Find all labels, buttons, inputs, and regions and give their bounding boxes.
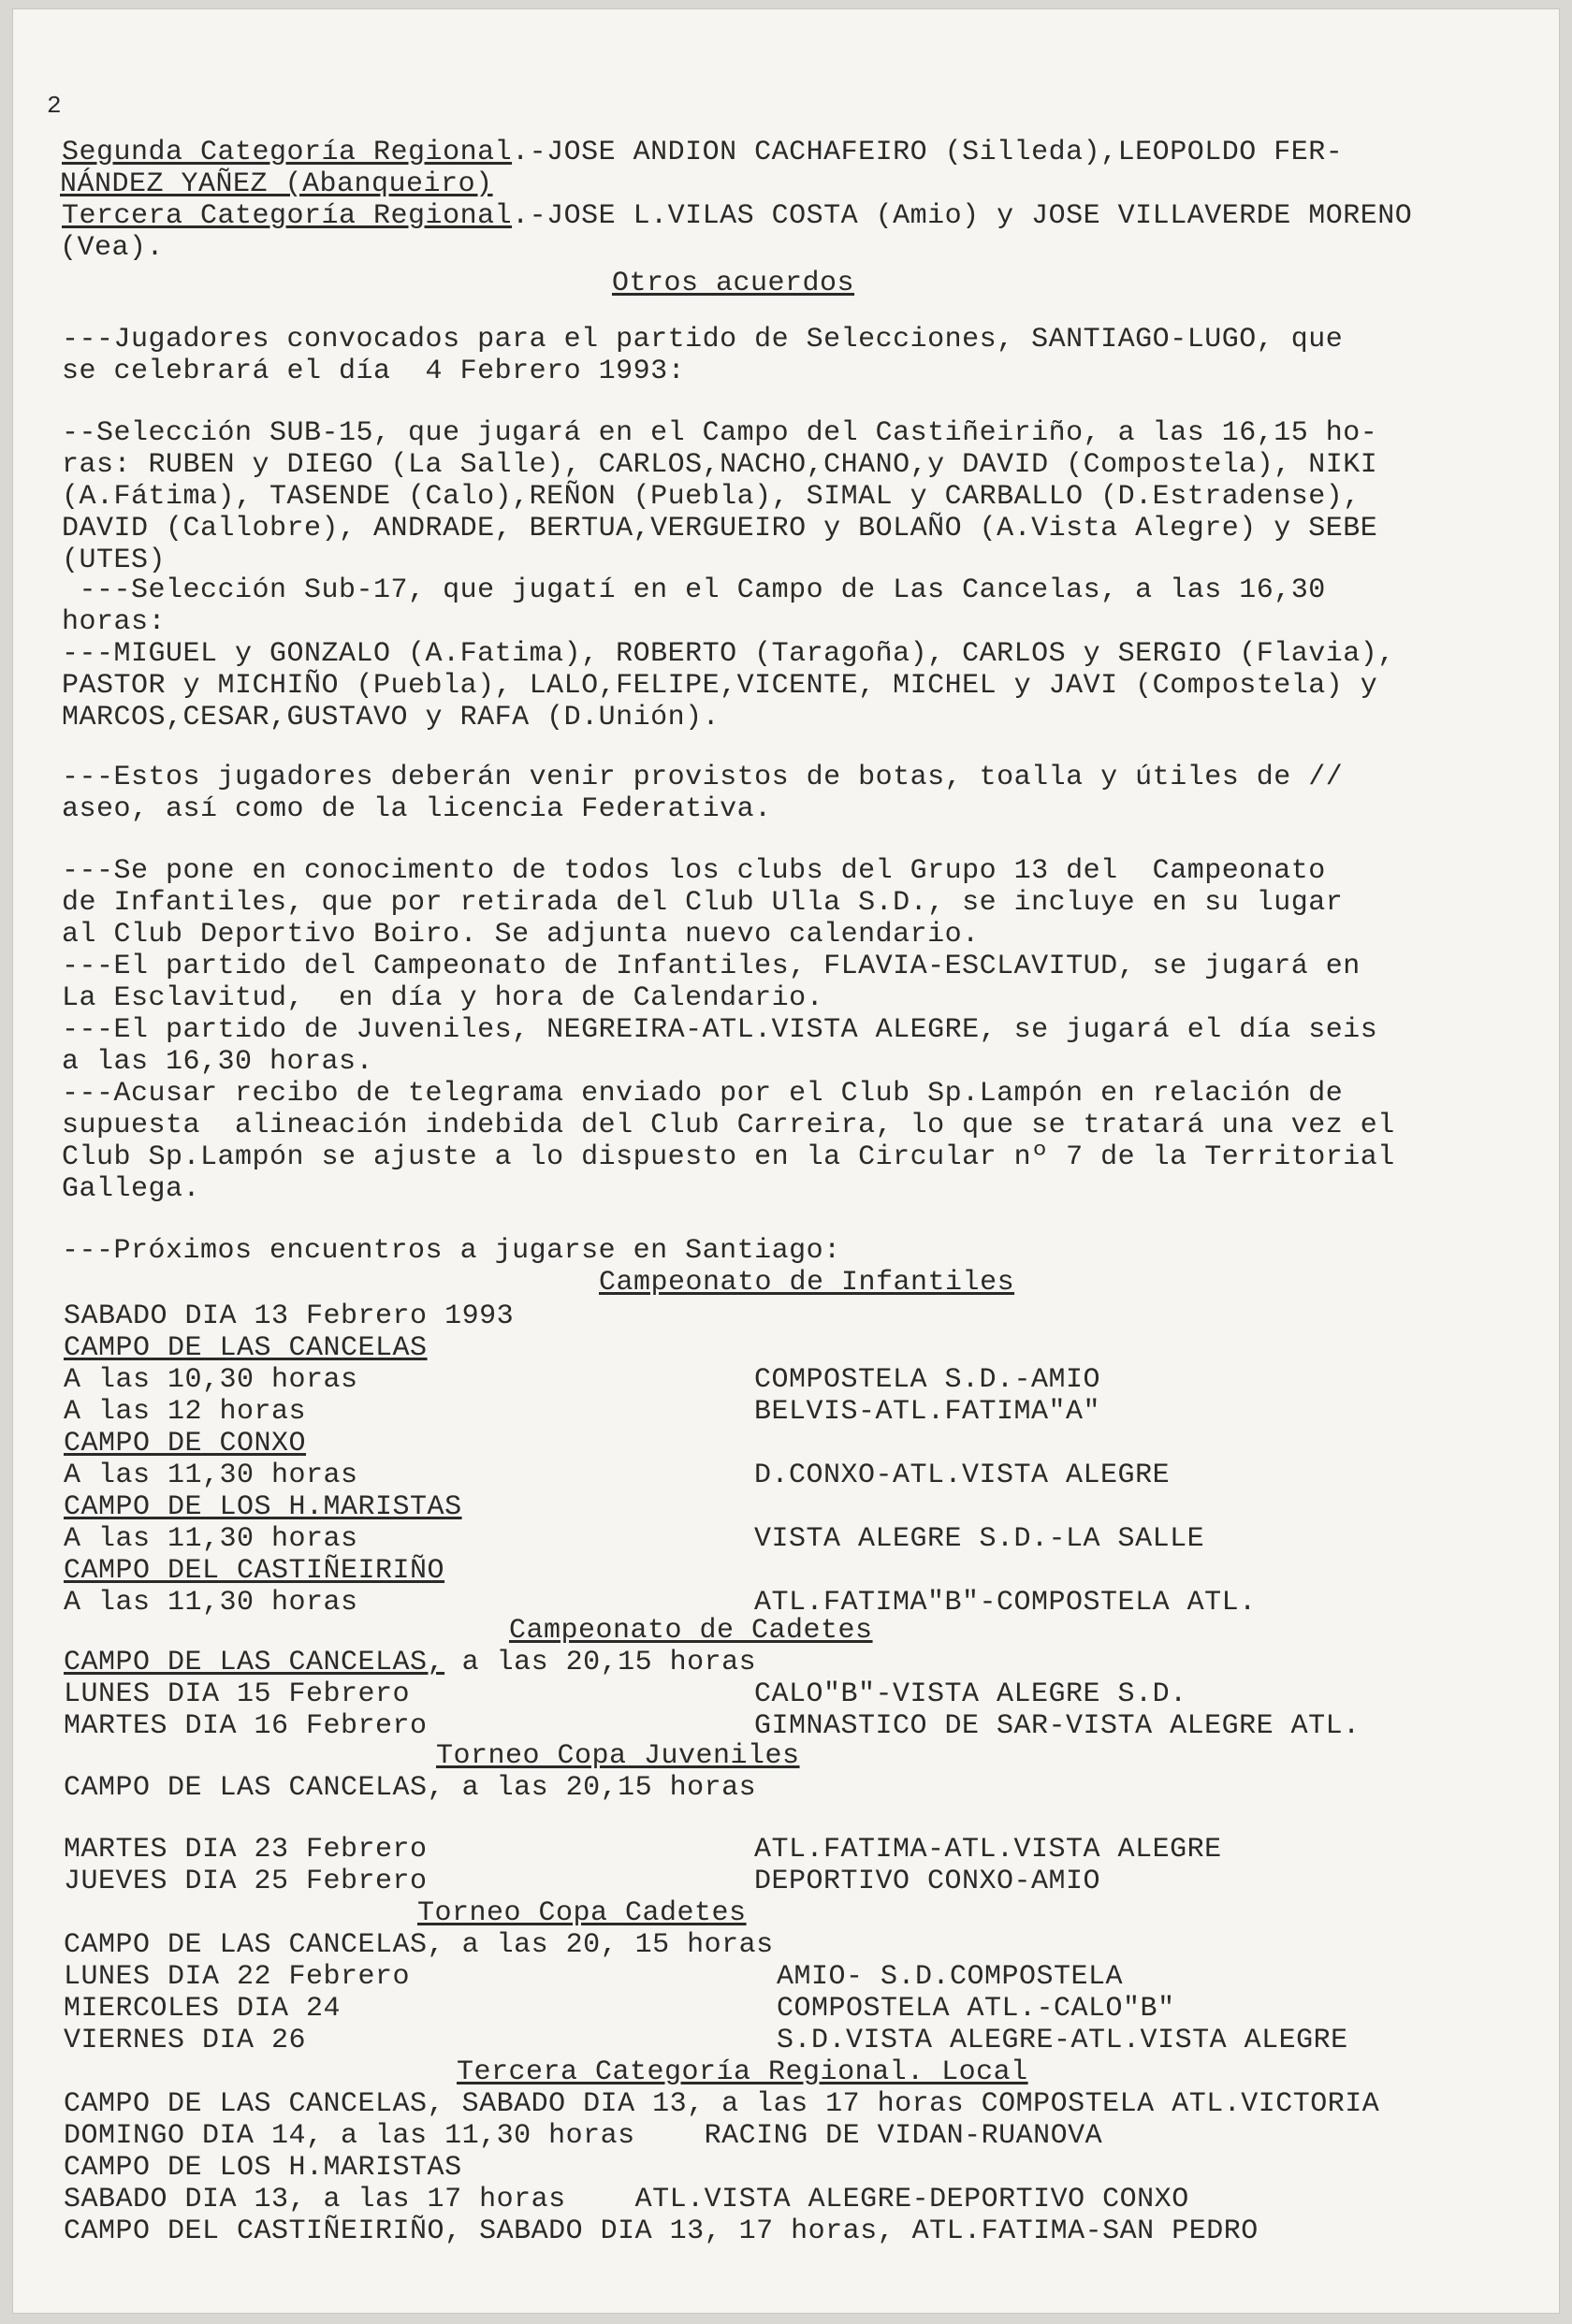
infantiles-time-5: A las 11,30 horas <box>64 1587 358 1619</box>
tercera-cont: (Vea). <box>60 232 165 264</box>
sub17-line-5: MARCOS,CESAR,GUSTAVO y RAFA (D.Unión). <box>62 702 720 734</box>
infantiles-match-3: D.CONXO-ATL.VISTA ALEGRE <box>754 1460 1171 1491</box>
proximos-line: ---Próximos encuentros a jugarse en Santiago: <box>62 1235 841 1267</box>
copa-cadetes-day-3: VIERNES DIA 26 <box>64 2025 307 2056</box>
sub17-line-3: ---MIGUEL y GONZALO (A.Fatima), ROBERTO (Taragoña), CARLOS y SERGIO (Flavia), <box>62 638 1395 670</box>
tercera-local-title: Tercera Categoría Regional. Local <box>457 2056 1028 2088</box>
juveniles-day-1: MARTES DIA 23 Febrero <box>64 1834 428 1866</box>
copa-cadetes-match-2: COMPOSTELA ATL.-CALO"B" <box>777 1993 1175 2025</box>
tercera-local-line-2: DOMINGO DIA 14, a las 11,30 horas RACING DE VIDAN-RUANOVA <box>64 2120 1103 2152</box>
juveniles-title: Torneo Copa Juveniles <box>436 1740 800 1772</box>
infantiles-time-4: A las 11,30 horas <box>64 1523 358 1555</box>
p3-line-2: a las 16,30 horas. <box>62 1046 374 1078</box>
infantiles-time-1: A las 10,30 horas <box>64 1364 358 1396</box>
p2-line-2: La Esclavitud, en día y hora de Calendario. <box>62 982 824 1014</box>
p1-line-2: de Infantiles, que por retirada del Club Ulla S.D., se incluye en su lugar <box>62 887 1344 919</box>
sub17-line-2: horas: <box>62 606 167 638</box>
botas-line-2: aseo, así como de la licencia Federativa. <box>62 793 772 825</box>
sub17-line-4: PASTOR y MICHIÑO (Puebla), LALO,FELIPE,VICENTE, MICHEL y JAVI (Compostela) y <box>62 670 1378 702</box>
cadetes-match-2: GIMNASTICO DE SAR-VISTA ALEGRE ATL. <box>754 1710 1361 1742</box>
tercera-local-line-5: CAMPO DEL CASTIÑEIRIÑO, SABADO DIA 13, 17 horas, ATL.FATIMA-SAN PEDRO <box>64 2215 1259 2247</box>
sub15-line-3: (A.Fátima), TASENDE (Calo),REÑON (Puebla), SIMAL y CARBALLO (D.Estradense), <box>62 481 1361 513</box>
document-page <box>13 9 1559 2313</box>
cadetes-hora: a las 20,15 horas <box>444 1647 757 1678</box>
sub17-line-1: ---Selección Sub-17, que jugatí en el Campo de Las Cancelas, a las 16,30 <box>62 574 1326 606</box>
segunda-cont: NÁNDEZ YAÑEZ (Abanqueiro) <box>60 168 493 200</box>
p2-line-1: ---El partido del Campeonato de Infantiles, FLAVIA-ESCLAVITUD, se jugará en <box>62 951 1361 982</box>
p4-line-4: Gallega. <box>62 1173 201 1205</box>
segunda-text: .-JOSE ANDION CACHAFEIRO (Silleda),LEOPOLDO FER- <box>512 137 1344 168</box>
infantiles-match-4: VISTA ALEGRE S.D.-LA SALLE <box>754 1523 1205 1555</box>
infantiles-date: SABADO DIA 13 Febrero 1993 <box>64 1300 515 1332</box>
sub15-line-4: DAVID (Callobre), ANDRADE, BERTUA,VERGUEIRO y BOLAÑO (A.Vista Alegre) y SEBE <box>62 513 1378 545</box>
tercera-text: .-JOSE L.VILAS COSTA (Amio) y JOSE VILLAVERDE MORENO <box>512 200 1413 232</box>
infantiles-match-2: BELVIS-ATL.FATIMA"A" <box>754 1396 1101 1428</box>
copa-cadetes-day-1: LUNES DIA 22 Febrero <box>64 1961 411 1993</box>
tercera-local-line-3: CAMPO DE LOS H.MARISTAS <box>64 2152 462 2184</box>
infantiles-time-2: A las 12 horas <box>64 1396 307 1428</box>
intro-line-1: ---Jugadores convocados para el partido de Selecciones, SANTIAGO-LUGO, que <box>62 324 1344 356</box>
cadetes-title: Campeonato de Cadetes <box>509 1615 873 1647</box>
p4-line-1: ---Acusar recibo de telegrama enviado por el Club Sp.Lampón en relación de <box>62 1078 1344 1110</box>
botas-line-1: ---Estos jugadores deberán venir provistos de botas, toalla y útiles de // <box>62 762 1344 793</box>
p4-line-2: supuesta alineación indebida del Club Carreira, lo que se tratará una vez el <box>62 1110 1395 1141</box>
sub15-line-1: --Selección SUB-15, que jugará en el Campo del Castiñeiriño, a las 16,15 ho- <box>62 417 1378 449</box>
infantiles-match-5: ATL.FATIMA"B"-COMPOSTELA ATL. <box>754 1587 1257 1619</box>
tercera-local-line-1: CAMPO DE LAS CANCELAS, SABADO DIA 13, a las 17 horas COMPOSTELA ATL.VICTORIA <box>64 2088 1380 2120</box>
infantiles-time-3: A las 11,30 horas <box>64 1460 358 1491</box>
tercera-line <box>62 200 1412 232</box>
copa-cadetes-match-3: S.D.VISTA ALEGRE-ATL.VISTA ALEGRE <box>777 2025 1348 2056</box>
segunda-line <box>62 137 1343 168</box>
infantiles-campo-4: CAMPO DEL CASTIÑEIRIÑO <box>64 1555 445 1587</box>
copa-cadetes-day-2: MIERCOLES DIA 24 <box>64 1993 342 2025</box>
infantiles-campo-2: CAMPO DE CONXO <box>64 1428 307 1460</box>
copa-cadetes-campo: CAMPO DE LAS CANCELAS, a las 20, 15 horas <box>64 1929 774 1961</box>
cadetes-campo: CAMPO DE LAS CANCELAS, <box>64 1647 445 1678</box>
cadetes-day-1: LUNES DIA 15 Febrero <box>64 1678 411 1710</box>
p1-line-1: ---Se pone en conocimento de todos los clubs del Grupo 13 del Campeonato <box>62 855 1326 887</box>
cadetes-day-2: MARTES DIA 16 Febrero <box>64 1710 428 1742</box>
p3-line-1: ---El partido de Juveniles, NEGREIRA-ATL.VISTA ALEGRE, se jugará el día seis <box>62 1014 1378 1046</box>
juveniles-match-1: ATL.FATIMA-ATL.VISTA ALEGRE <box>754 1834 1222 1866</box>
copa-cadetes-title: Torneo Copa Cadetes <box>417 1897 747 1929</box>
p1-line-3: al Club Deportivo Boiro. Se adjunta nuevo calendario. <box>62 919 980 951</box>
tercera-label: Tercera Categoría Regional <box>62 200 513 232</box>
segunda-label: Segunda Categoría Regional <box>62 137 513 168</box>
cadetes-campo-line <box>64 1647 756 1678</box>
copa-cadetes-match-1: AMIO- S.D.COMPOSTELA <box>777 1961 1124 1993</box>
cadetes-match-1: CALO"B"-VISTA ALEGRE S.D. <box>754 1678 1187 1710</box>
infantiles-title: Campeonato de Infantiles <box>599 1267 1015 1299</box>
sub15-line-2: ras: RUBEN y DIEGO (La Salle), CARLOS,NACHO,CHANO,y DAVID (Compostela), NIKI <box>62 449 1378 481</box>
juveniles-match-2: DEPORTIVO CONXO-AMIO <box>754 1866 1101 1897</box>
sub15-line-5: (UTES) <box>62 545 167 576</box>
infantiles-campo-1: CAMPO DE LAS CANCELAS <box>64 1332 428 1364</box>
page-mark: 2 <box>47 92 63 120</box>
juveniles-campo: CAMPO DE LAS CANCELAS, a las 20,15 horas <box>64 1772 757 1804</box>
otros-title: Otros acuerdos <box>612 268 855 299</box>
p4-line-3: Club Sp.Lampón se ajuste a lo dispuesto en la Circular nº 7 de la Territorial <box>62 1141 1395 1173</box>
infantiles-campo-3: CAMPO DE LOS H.MARISTAS <box>64 1491 462 1523</box>
juveniles-day-2: JUEVES DIA 25 Febrero <box>64 1866 428 1897</box>
infantiles-match-1: COMPOSTELA S.D.-AMIO <box>754 1364 1101 1396</box>
intro-line-2: se celebrará el día 4 Febrero 1993: <box>62 356 686 387</box>
tercera-local-line-4: SABADO DIA 13, a las 17 horas ATL.VISTA ALEGRE-DEPORTIVO CONXO <box>64 2184 1189 2215</box>
